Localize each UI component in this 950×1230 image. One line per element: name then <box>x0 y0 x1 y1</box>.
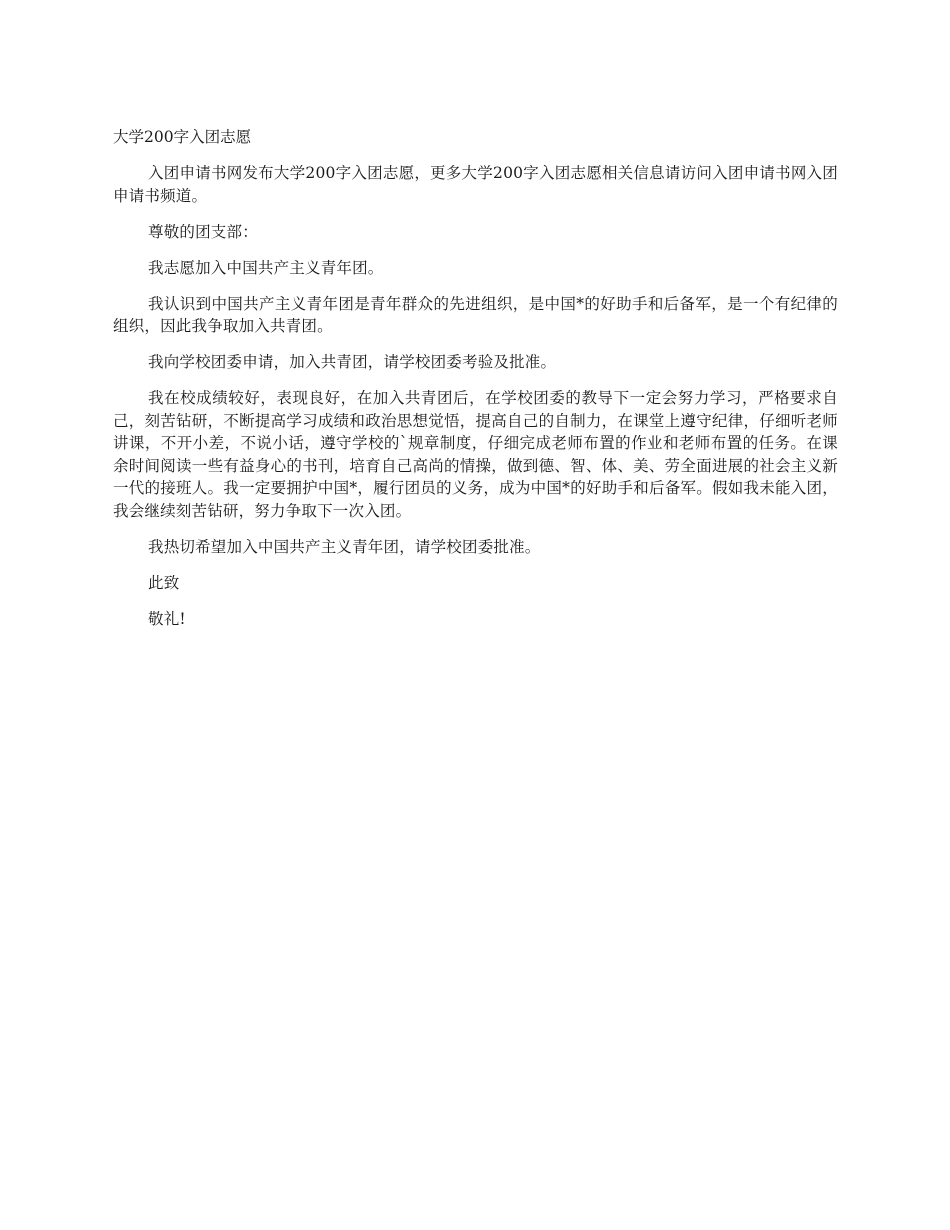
salutation: 尊敬的团支部： <box>148 222 258 241</box>
body-paragraph: 我热切希望加入中国共产主义青年团，请学校团委批准。 <box>148 537 541 556</box>
closing-line: 此致 <box>148 573 180 592</box>
intro-paragraph: 入团申请书网发布大学200字入团志愿，更多大学200字入团志愿相关信息请访问入团申请书网入团申请书频道。 <box>113 164 838 205</box>
closing-regards: 敬礼! <box>148 609 186 628</box>
document-page <box>113 127 838 644</box>
body-paragraph: 我向学校团委申请，加入共青团，请学校团委考验及批准。 <box>148 353 557 371</box>
body-paragraph: 我志愿加入中国共产主义青年团。 <box>148 258 384 277</box>
body-paragraph: 我在校成绩较好，表现良好，在加入共青团后，在学校团委的教导下一定会努力学习，严格要求自己，刻苦钻研，不断提高学习成绩和政治思想觉悟，提高自己的自制力，在课堂上遵守纪律，仔细听老师讲课，不开小差，不说小话，遵守学校的`规章制度，仔细完成老师布置的作业和老师布置的任务。在课余时间阅读一些有益身心的书刊，培育自己高尚的情操，做到德、智、体、美、劳全面进展的社会主义新一代的接班人。我一定要拥护中国*，履行团员的义务，成为中国*的好助手和后备军。假如我未能入团，我会继续刻苦钻研，努力争取下一次入团。 <box>113 389 838 520</box>
body-paragraph: 我认识到中国共产主义青年团是青年群众的先进组织，是中国*的好助手和后备军，是一个有纪律的组织，因此我争取加入共青团。 <box>113 294 838 335</box>
document-title: 大学200字入团志愿 <box>113 128 252 146</box>
